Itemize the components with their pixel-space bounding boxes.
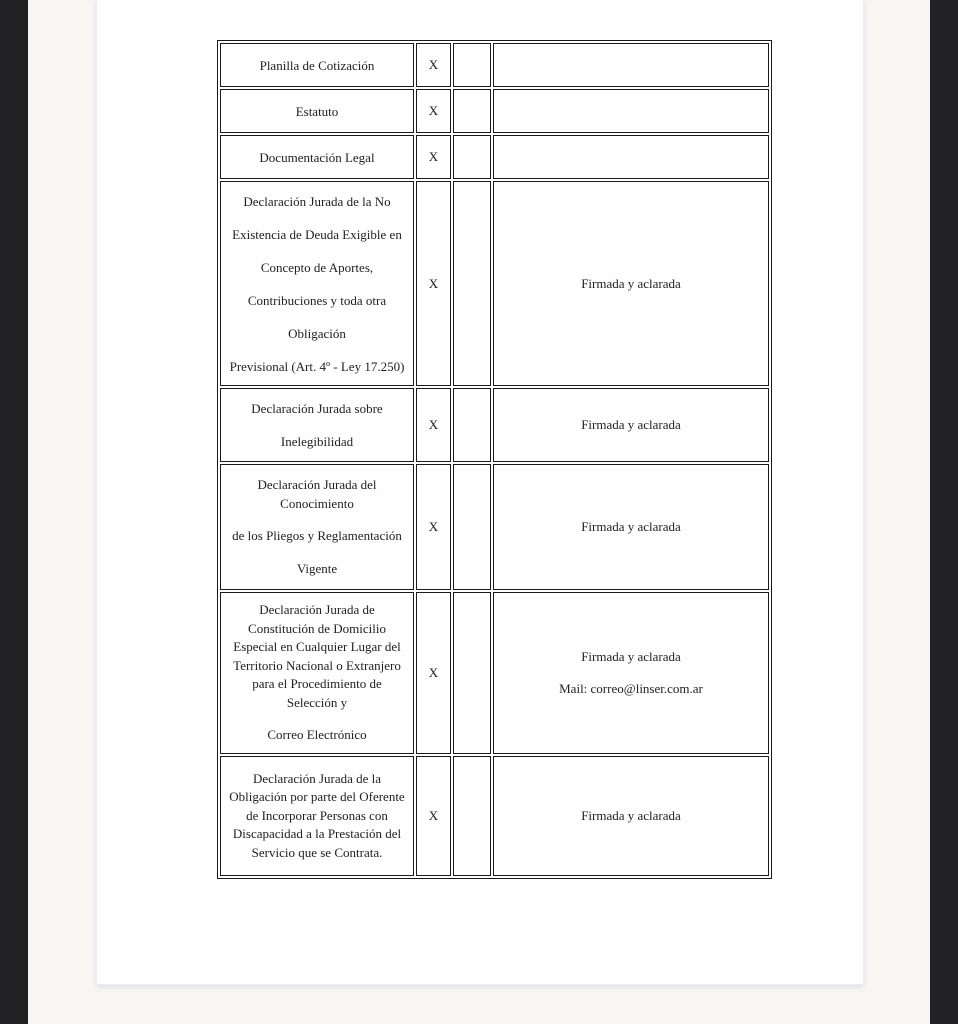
presenta-cell: X xyxy=(416,388,451,462)
table-row xyxy=(220,464,769,590)
no-presenta-cell xyxy=(453,43,491,87)
left-letterbox-bar xyxy=(0,0,28,1024)
presenta-cell: X xyxy=(416,464,451,590)
no-presenta-cell xyxy=(453,464,491,590)
doc-name-line: Concepto de Aportes, xyxy=(260,259,374,275)
observation-line: Firmada y aclarada xyxy=(581,648,681,664)
doc-name-line: Declaración Jurada del xyxy=(257,477,377,492)
no-presenta-cell xyxy=(453,135,491,179)
observation-line: Firmada y aclarada xyxy=(581,417,681,432)
no-presenta-cell xyxy=(453,592,491,754)
table-row xyxy=(220,135,769,179)
doc-name-line: Documentación Legal xyxy=(259,149,375,165)
doc-name-line: de Incorporar Personas con xyxy=(246,807,388,823)
doc-name-line: Inelegibilidad xyxy=(280,434,354,449)
observations-cell xyxy=(493,464,769,590)
table-row xyxy=(220,756,769,876)
observation-line: Mail: correo@linser.com.ar xyxy=(559,681,703,696)
observation-line: Firmada y aclarada xyxy=(581,275,681,291)
doc-name-line: Territorio Nacional o Extranjero xyxy=(233,657,401,673)
presenta-cell: X xyxy=(416,135,451,179)
presenta-cell: X xyxy=(416,592,451,754)
presenta-cell: X xyxy=(416,89,451,133)
doc-name-line: de los Pliegos y Reglamentación xyxy=(232,528,402,543)
observations-cell xyxy=(493,181,769,386)
doc-name-line: Declaración Jurada sobre xyxy=(251,401,383,416)
right-letterbox-bar xyxy=(930,0,958,1024)
doc-name-line: Correo Electrónico xyxy=(267,727,367,743)
doc-name-line: Declaración Jurada de xyxy=(259,602,375,618)
doc-name-line: Obligación xyxy=(288,325,346,341)
requirements-table xyxy=(217,40,772,879)
table-row xyxy=(220,43,769,87)
doc-name-cell xyxy=(220,89,414,133)
table-row xyxy=(220,89,769,133)
doc-name-line: Discapacidad a la Prestación del xyxy=(232,826,402,842)
doc-name-line: para el Procedimiento de xyxy=(252,676,382,692)
no-presenta-cell xyxy=(453,181,491,386)
doc-name-line: Contribuciones y toda otra xyxy=(247,292,387,308)
doc-name-line: Planilla de Cotización xyxy=(259,57,375,73)
doc-name-line: Obligación por parte del Oferente xyxy=(229,789,405,805)
doc-name-cell xyxy=(220,756,414,876)
doc-name-line: Declaración Jurada de la xyxy=(252,770,382,786)
doc-name-cell xyxy=(220,135,414,179)
doc-name-cell xyxy=(220,388,414,462)
table-row xyxy=(220,592,769,754)
presenta-cell: X xyxy=(416,43,451,87)
observations-cell xyxy=(493,89,769,133)
no-presenta-cell xyxy=(453,89,491,133)
doc-name-line: Servicio que se Contrata. xyxy=(251,844,383,860)
presenta-cell: X xyxy=(416,181,451,386)
doc-name-line: Constitución de Domicilio xyxy=(248,620,386,636)
observations-cell xyxy=(493,135,769,179)
table-row xyxy=(220,388,769,462)
doc-name-line: Existencia de Deuda Exigible en xyxy=(232,226,402,242)
doc-name-cell xyxy=(220,181,414,386)
doc-name-cell xyxy=(220,464,414,590)
doc-name-line: Estatuto xyxy=(295,103,339,119)
doc-name-cell xyxy=(220,592,414,754)
document-page xyxy=(96,0,864,985)
observation-line: Firmada y aclarada xyxy=(581,808,681,823)
no-presenta-cell xyxy=(453,388,491,462)
doc-name-cell xyxy=(220,43,414,87)
table-row xyxy=(220,181,769,386)
observation-line: Firmada y aclarada xyxy=(581,519,681,534)
observations-cell xyxy=(493,592,769,754)
doc-name-line: Declaración Jurada de la No xyxy=(243,193,391,209)
observations-cell xyxy=(493,388,769,462)
doc-name-line: Previsional (Art. 4º - Ley 17.250) xyxy=(229,358,405,374)
no-presenta-cell xyxy=(453,756,491,876)
observations-cell xyxy=(493,756,769,876)
presenta-cell: X xyxy=(416,756,451,876)
doc-name-line: Vigente xyxy=(296,560,338,576)
doc-name-line: Especial en Cualquier Lugar del xyxy=(233,639,401,655)
doc-name-line: Selección y xyxy=(286,694,348,710)
observations-cell xyxy=(493,43,769,87)
doc-name-line: Conocimiento xyxy=(280,495,354,511)
